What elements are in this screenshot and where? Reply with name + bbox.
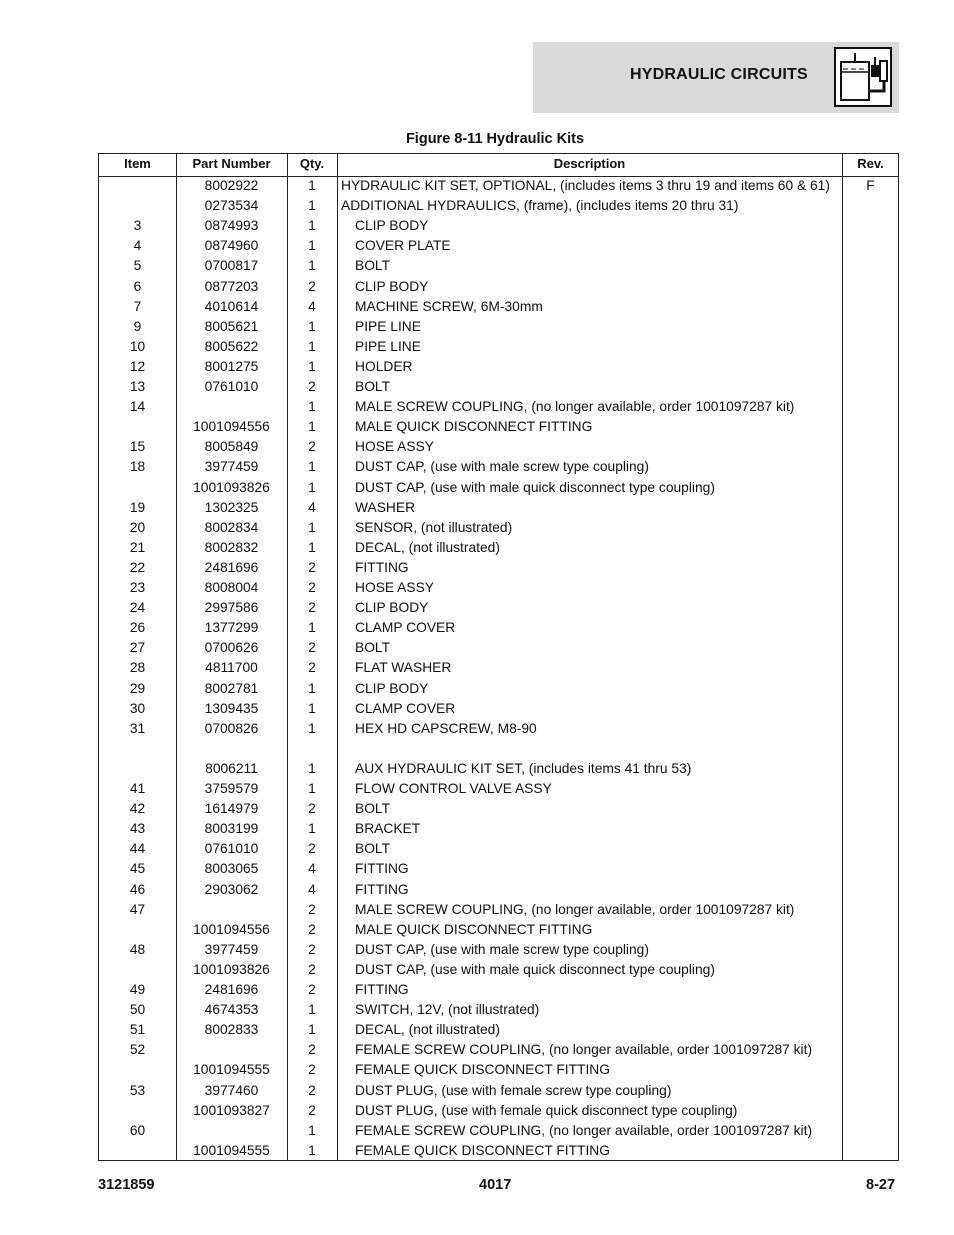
part-number: 8005849: [204, 439, 259, 455]
part-number: 3759579: [204, 781, 259, 796]
quantity: 2: [308, 278, 316, 294]
quantity: 1: [308, 318, 316, 334]
part-number: 0700626: [204, 640, 259, 656]
quantity: 2: [308, 982, 316, 997]
table-row: [99, 1143, 898, 1163]
description: HOSE ASSY: [355, 439, 434, 455]
table-row: [99, 741, 898, 761]
table-row: [99, 238, 898, 258]
item-number: 14: [129, 399, 146, 415]
description: DUST PLUG, (use with female screw type coupling): [355, 1082, 672, 1098]
table-row: [99, 299, 898, 319]
table-row: [99, 1062, 898, 1082]
table-row: [99, 359, 898, 379]
quantity: 2: [308, 801, 316, 817]
description: FLOW CONTROL VALVE ASSY: [355, 781, 552, 796]
item-number: 44: [129, 841, 146, 857]
item-number: 48: [129, 941, 146, 957]
description: DUST CAP, (use with male screw type coupling): [355, 941, 649, 957]
item-number: 21: [129, 539, 146, 555]
quantity: 2: [308, 640, 316, 656]
quantity: 1: [308, 238, 316, 254]
table-row: [99, 1002, 898, 1022]
part-number: 0877203: [204, 278, 259, 294]
description: FEMALE QUICK DISCONNECT FITTING: [355, 1142, 611, 1158]
item-number: 19: [129, 499, 146, 515]
item-number: 60: [129, 1122, 146, 1138]
table-row: [99, 178, 898, 198]
part-number: 1309435: [204, 700, 259, 716]
quantity: 2: [308, 941, 316, 957]
table-row: [99, 500, 898, 520]
part-number: 8005622: [204, 338, 259, 354]
table-row: [99, 1123, 898, 1143]
table-row: [99, 600, 898, 620]
parts-table: [98, 153, 899, 1161]
quantity: 2: [308, 1082, 316, 1098]
item-number: 41: [129, 781, 146, 796]
table-row: [99, 439, 898, 459]
table-row: [99, 761, 898, 781]
quantity: 1: [308, 539, 316, 555]
table-row: [99, 882, 898, 902]
item-number: 6: [133, 278, 142, 294]
part-number: 0700826: [204, 720, 259, 736]
table-row: [99, 520, 898, 540]
part-number: 4010614: [204, 298, 259, 314]
table-row: [99, 580, 898, 600]
item-number: 4: [133, 238, 142, 254]
table-row: [99, 681, 898, 701]
part-number: 2903062: [204, 881, 259, 897]
table-row: [99, 701, 898, 721]
part-number: 1001093827: [193, 1102, 270, 1118]
table-row: [99, 721, 898, 741]
column-header-part-number: Part Number: [192, 156, 271, 171]
table-row: [99, 319, 898, 339]
quantity: 1: [308, 178, 316, 193]
table-row: [99, 982, 898, 1002]
item-number: 29: [129, 680, 146, 696]
quantity: 4: [308, 861, 316, 877]
description: FITTING: [355, 881, 409, 897]
description: BOLT: [355, 841, 391, 857]
quantity: 4: [308, 881, 316, 897]
model-number: 4017: [479, 1177, 512, 1193]
description: CLIP BODY: [355, 278, 429, 294]
quantity: 1: [308, 1022, 316, 1038]
table-row: [99, 339, 898, 359]
table-row: [99, 962, 898, 982]
quantity: 2: [308, 1102, 316, 1118]
item-number: 3: [133, 218, 142, 234]
column-header-rev: Rev.: [857, 156, 884, 171]
part-number: 1001094555: [193, 1062, 270, 1078]
description: BOLT: [355, 379, 391, 394]
quantity: 2: [308, 921, 316, 937]
quantity: 1: [308, 358, 316, 374]
quantity: 1: [308, 720, 316, 736]
description: PIPE LINE: [355, 318, 421, 334]
quantity: 2: [308, 1062, 316, 1078]
description: FLAT WASHER: [355, 660, 452, 676]
description: FITTING: [355, 861, 409, 877]
item-number: 27: [129, 640, 146, 656]
table-row: [99, 801, 898, 821]
table-row: [99, 258, 898, 278]
quantity: 2: [308, 600, 316, 616]
part-number: 0700817: [204, 258, 259, 274]
item-number: 9: [133, 318, 142, 334]
item-number: 53: [129, 1082, 146, 1098]
description: DUST CAP, (use with male quick disconnect type coupling): [355, 479, 715, 495]
quantity: 1: [308, 419, 316, 435]
quantity: 1: [308, 1002, 316, 1018]
part-number: 8008004: [204, 580, 259, 595]
table-row: [99, 399, 898, 419]
description: AUX HYDRAULIC KIT SET, (includes items 41 thru 53): [355, 760, 692, 776]
item-number: 12: [129, 358, 146, 374]
quantity: 1: [308, 479, 316, 495]
quantity: 1: [308, 821, 316, 837]
description: PIPE LINE: [355, 338, 421, 354]
part-number: 1302325: [204, 499, 259, 515]
part-number: 1001094556: [193, 419, 270, 435]
quantity: 1: [308, 198, 316, 214]
part-number: 4811700: [205, 660, 258, 676]
description: HOSE ASSY: [355, 580, 434, 595]
table-row: [99, 480, 898, 500]
table-row: [99, 218, 898, 238]
quantity: 1: [308, 519, 316, 535]
description: HEX HD CAPSCREW, M8-90: [355, 720, 537, 736]
item-number: 52: [129, 1042, 146, 1058]
column-header-item: Item: [124, 156, 151, 171]
part-number: 8002832: [204, 539, 259, 555]
description: DUST PLUG, (use with female quick disconnect type coupling): [355, 1102, 738, 1118]
table-row: [99, 660, 898, 680]
description: MACHINE SCREW, 6M-30mm: [355, 298, 543, 314]
item-number: 43: [129, 821, 146, 837]
description: FEMALE SCREW COUPLING, (no longer available, order 1001097287 kit): [355, 1122, 813, 1138]
quantity: 1: [308, 1142, 316, 1158]
description: BRACKET: [355, 821, 421, 837]
part-number: 2997586: [204, 600, 259, 616]
quantity: 1: [308, 680, 316, 696]
quantity: 1: [308, 620, 316, 636]
table-row: [99, 841, 898, 861]
item-number: 10: [129, 338, 146, 354]
quantity: 1: [308, 218, 316, 234]
quantity: 1: [308, 760, 316, 776]
item-number: 49: [129, 982, 146, 997]
item-number: 46: [129, 881, 146, 897]
description: FITTING: [355, 982, 409, 997]
quantity: 4: [308, 499, 316, 515]
quantity: 4: [308, 298, 316, 314]
item-number: 20: [129, 519, 146, 535]
quantity: 2: [308, 961, 316, 977]
item-number: 22: [129, 559, 146, 575]
description: CLIP BODY: [355, 680, 429, 696]
table-row: [99, 198, 898, 218]
description: WASHER: [355, 499, 416, 515]
part-number: 0761010: [204, 379, 259, 394]
description: SENSOR, (not illustrated): [355, 519, 513, 535]
description: BOLT: [355, 640, 391, 656]
table-row: [99, 540, 898, 560]
part-number: 0874993: [204, 218, 259, 234]
description: DECAL, (not illustrated): [355, 1022, 500, 1038]
description: FITTING: [355, 559, 409, 575]
quantity: 2: [308, 580, 316, 595]
description: CLIP BODY: [355, 600, 429, 616]
page-number: 8-27: [866, 1177, 896, 1193]
quantity: 1: [308, 781, 316, 796]
part-number: 8003199: [204, 821, 259, 837]
description: ADDITIONAL HYDRAULICS, (frame), (includes items 20 thru 31): [341, 198, 739, 214]
part-number: 8002922: [204, 178, 259, 193]
table-row: [99, 942, 898, 962]
part-number: 1001093826: [193, 479, 270, 495]
description: FEMALE QUICK DISCONNECT FITTING: [355, 1062, 611, 1078]
table-row: [99, 560, 898, 580]
column-header-qty: Qty.: [299, 156, 325, 171]
part-number: 4674353: [204, 1002, 259, 1018]
quantity: 2: [308, 901, 316, 917]
part-number: 8006211: [205, 760, 258, 776]
part-number: 8005621: [204, 318, 259, 334]
part-number: 8003065: [204, 861, 259, 877]
part-number: 0874960: [204, 238, 259, 254]
part-number: 1377299: [204, 620, 259, 636]
table-row: [99, 1022, 898, 1042]
description: DUST CAP, (use with male screw type coupling): [355, 459, 649, 475]
section-title: HYDRAULIC CIRCUITS: [630, 66, 808, 83]
quantity: 1: [308, 338, 316, 354]
description: COVER PLATE: [355, 238, 451, 254]
table-row: [99, 419, 898, 439]
revision: F: [866, 178, 875, 193]
description: MALE QUICK DISCONNECT FITTING: [355, 921, 593, 937]
document-number: 3121859: [98, 1177, 155, 1193]
figure-title: Figure 8-11 Hydraulic Kits: [405, 131, 585, 147]
description: HYDRAULIC KIT SET, OPTIONAL, (includes items 3 thru 19 and items 60 & 61): [341, 178, 830, 193]
table-row: [99, 1042, 898, 1062]
quantity: 2: [308, 559, 316, 575]
description: DECAL, (not illustrated): [355, 539, 500, 555]
item-number: 13: [129, 379, 146, 394]
quantity: 2: [308, 660, 316, 676]
hydraulic-reservoir-icon: [834, 47, 892, 107]
table-row: [99, 1083, 898, 1103]
item-number: 47: [129, 901, 146, 917]
description: CLAMP COVER: [355, 700, 456, 716]
description: FEMALE SCREW COUPLING, (no longer available, order 1001097287 kit): [355, 1042, 813, 1058]
table-row: [99, 279, 898, 299]
description: HOLDER: [355, 358, 413, 374]
quantity: 1: [308, 258, 316, 274]
table-row: [99, 1103, 898, 1123]
item-number: 31: [129, 720, 146, 736]
item-number: 51: [129, 1022, 146, 1038]
item-number: 42: [129, 801, 146, 817]
quantity: 2: [308, 439, 316, 455]
description: BOLT: [355, 801, 391, 817]
item-number: 28: [129, 660, 146, 676]
quantity: 1: [308, 399, 316, 415]
part-number: 8001275: [204, 358, 259, 374]
table-row: [99, 640, 898, 660]
quantity: 2: [308, 1042, 316, 1058]
item-number: 18: [129, 459, 146, 475]
item-number: 23: [129, 580, 146, 595]
quantity: 2: [308, 841, 316, 857]
part-number: 3977460: [204, 1082, 259, 1098]
description: MALE SCREW COUPLING, (no longer available, order 1001097287 kit): [355, 901, 795, 917]
header-divider: [99, 176, 898, 177]
item-number: 26: [129, 620, 146, 636]
part-number: 8002833: [204, 1022, 259, 1038]
part-number: 2481696: [204, 982, 259, 997]
part-number: 0761010: [204, 841, 259, 857]
part-number: 8002781: [204, 680, 259, 696]
description: BOLT: [355, 258, 391, 274]
quantity: 1: [308, 1122, 316, 1138]
part-number: 1001094556: [193, 921, 270, 937]
description: MALE SCREW COUPLING, (no longer available, order 1001097287 kit): [355, 399, 795, 415]
item-number: 24: [129, 600, 146, 616]
table-row: [99, 379, 898, 399]
quantity: 2: [308, 379, 316, 394]
part-number: 1614979: [204, 801, 259, 817]
part-number: 3977459: [204, 941, 259, 957]
table-row: [99, 861, 898, 881]
quantity: 1: [308, 459, 316, 475]
part-number: 1001094555: [193, 1142, 270, 1158]
table-row: [99, 459, 898, 479]
part-number: 0273534: [204, 198, 259, 214]
table-row: [99, 922, 898, 942]
item-number: 45: [129, 861, 146, 877]
item-number: 5: [133, 258, 142, 274]
description: CLAMP COVER: [355, 620, 456, 636]
item-number: 30: [129, 700, 146, 716]
description: SWITCH, 12V, (not illustrated): [355, 1002, 540, 1018]
table-row: [99, 821, 898, 841]
quantity: 1: [308, 700, 316, 716]
part-number: 3977459: [204, 459, 259, 475]
part-number: 2481696: [204, 559, 259, 575]
item-number: 15: [129, 439, 146, 455]
part-number: 1001093826: [193, 961, 270, 977]
column-header-description: Description: [553, 156, 626, 171]
item-number: 50: [129, 1002, 146, 1018]
description: MALE QUICK DISCONNECT FITTING: [355, 419, 593, 435]
table-row: [99, 620, 898, 640]
table-row: [99, 902, 898, 922]
description: DUST CAP, (use with male quick disconnect type coupling): [355, 961, 715, 977]
description: CLIP BODY: [355, 218, 429, 234]
table-row: [99, 781, 898, 801]
item-number: 7: [133, 298, 142, 314]
part-number: 8002834: [204, 519, 259, 535]
